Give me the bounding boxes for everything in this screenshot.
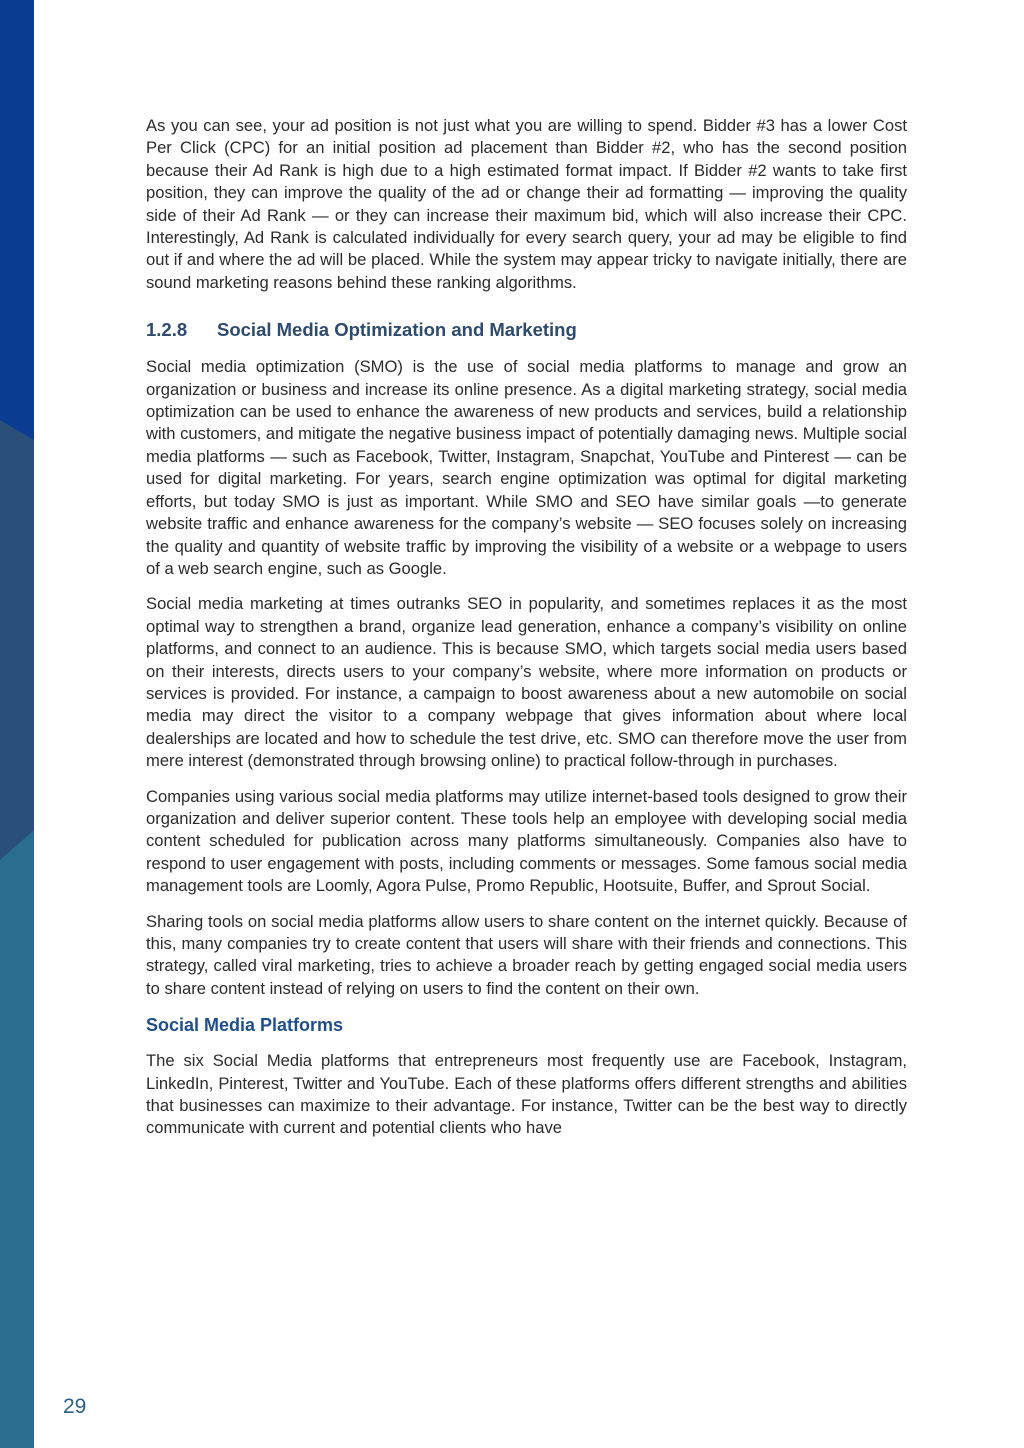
section-title: Social Media Optimization and Marketing	[217, 319, 577, 341]
body-paragraph: Social media optimization (SMO) is the use of social media platforms to manage and grow an organization or business and increase its online presence. As a digital marketing strategy, social media optimization can be used to enhance the awareness of new products and services, build a relationship with customers, and mitigate the negative business impact of potentially damaging news. Multiple social media platforms — such as Facebook, Twitter, Instagram, Snapchat, YouTube and Pinterest — can be used for digital marketing. For years, search engine optimization was optimal for digital marketing efforts, but today SMO is just as important. While SMO and SEO have similar goals —to generate website traffic and enhance awareness for the company’s website — SEO focuses solely on increasing the quality and quantity of website traffic by improving the visibility of a website or a webpage to users of a web search engine, such as Google.	[146, 357, 907, 578]
body-paragraph: Sharing tools on social media platforms allow users to share content on the internet quickly. Because of this, many companies try to create content that users will share with their friends and connections. This strategy, called viral marketing, tries to achieve a broader reach by getting engaged social media users to share content instead of relying on users to find the content on their own.	[146, 911, 907, 998]
subheading: Social Media Platforms	[146, 1015, 344, 1036]
body-paragraph: The six Social Media platforms that entrepreneurs most frequently use are Facebook, Instagram, LinkedIn, Pinterest, Twitter and YouTube. Each of these platforms offers different strengths and abilities that businesses can maximize to their advantage. For instance, Twitter can be the best way to directly communicate with current and potential clients who have	[146, 1051, 907, 1138]
side-band-bottom	[0, 830, 34, 1448]
decorative-side-band	[0, 0, 34, 1448]
page-number: 29	[63, 1395, 87, 1418]
body-paragraph: As you can see, your ad position is not just what you are willing to spend. Bidder #3 has a lower Cost Per Click (CPC) for an initial position ad placement than Bidder #2, who has the second position because their Ad Rank is high due to a high estimated format impact. If Bidder #2 wants to take first position, they can improve the quality of the ad or change their ad formatting — improving the quality side of their Ad Rank — or they can increase their maximum bid, which will also increase their CPC. Interestingly, Ad Rank is calculated individually for every search query, your ad may be eligible to find out if and where the ad will be placed. While the system may appear tricky to navigate initially, there are sound marketing reasons behind these ranking algorithms.	[146, 116, 907, 292]
section-number: 1.2.8	[146, 319, 188, 341]
section-heading	[146, 318, 907, 342]
body-paragraph: Social media marketing at times outranks SEO in popularity, and sometimes replaces it as the most optimal way to strengthen a brand, organize lead generation, enhance a company’s visibility on online platforms, and connect to an audience. This is because SMO, which targets social media users based on their interests, directs users to your company’s website, where more information on products or services is provided. For instance, a campaign to boost awareness about a new automobile on social media may direct the visitor to a company webpage that gives information about where local dealerships are located and how to schedule the test drive, etc. SMO can therefore move the user from mere interest (demonstrated through browsing online) to practical follow-through in purchases.	[146, 594, 907, 771]
body-paragraph: Companies using various social media platforms may utilize internet-based tools designed to grow their organization and deliver superior content. These tools help an employee with developing social media content scheduled for publication across many platforms simultaneously. Companies also have to respond to user engagement with posts, including comments or messages. Some famous social media management tools are Loomly, Agora Pulse, Promo Republic, Hootsuite, Buffer, and Sprout Social.	[146, 786, 907, 896]
page-content	[146, 115, 907, 1153]
